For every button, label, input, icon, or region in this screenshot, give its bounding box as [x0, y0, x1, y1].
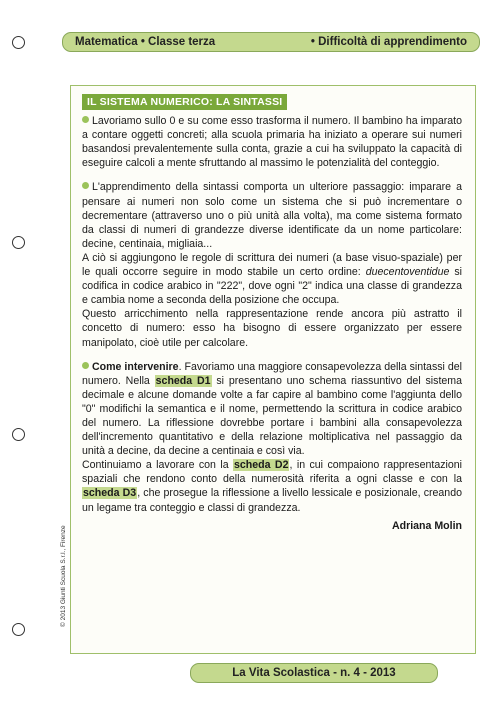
- paragraph-1: [82, 114, 462, 170]
- scheda-d2-highlight: scheda D2: [234, 459, 289, 472]
- paragraph-5: Come intervenire. Favoriamo una maggiore consapevolezza della sintassi del numero. Nella scheda D1 si presentano uno schema riassuntivo del sistema decimale e alcune domande volte a far capire al bambino come l'aggiunta dello "0" modifichi la semantica e il nome, permettendo la scrittura in codice arabico del numero. La riflessione dovrebbe portare i bambini alla consapevolezza dell'incremento quantitativo e della relazione moltiplicativa nel passaggio da unità a decine, da decine a centinaia e così via.: [82, 360, 462, 458]
- header-subject: Matematica • Classe terza: [75, 36, 216, 48]
- article-title: IL SISTEMA NUMERICO: LA SINTASSI: [82, 94, 287, 110]
- paragraph-3: A ciò si aggiungono le regole di scrittura dei numeri (a base visuo-spaziale) per le quali occorre seguire in modo stabile un certo ordine: duecentoventidue si codifica in codice arabico in "222", dove ogni "2" indica una classe di grandezza e cambia nome a seconda della posizione che occupa.: [82, 251, 462, 307]
- bullet-icon: [82, 182, 89, 189]
- page-footer: La Vita Scolastica - n. 4 - 2013: [190, 663, 438, 683]
- scheda-d1-highlight: scheda D1: [155, 374, 211, 387]
- paragraph-4: Questo arricchimento nella rappresentazione rende ancora più astratto il concetto di numero: esso ha bisogno di essere organizzato per essere manipolato, cioè utile per calcolare.: [82, 308, 462, 349]
- italic-word: duecentoventidue: [365, 266, 450, 279]
- paragraph-1-text: Lavoriamo sullo 0 e su come esso trasforma il numero. Il bambino ha imparato a contare oggetti concreti; alla scuola primaria ha iniziato a operare sui numeri basandosi prevalentemente sulla conta, grazie a cui ha sviluppato la capacità di eseguire calcoli a mente sfruttando al massimo le potenzialità del conteggio.: [82, 115, 462, 170]
- copyright-note: © 2013 Giunti Scuola S.r.l., Firenze: [60, 525, 67, 627]
- header-topic: • Difficoltà di apprendimento: [310, 36, 467, 48]
- binder-hole-2: [12, 236, 25, 249]
- section-lead: Come intervenire: [92, 360, 179, 373]
- page-header: [62, 32, 480, 52]
- bullet-icon: [82, 362, 89, 369]
- bullet-icon: [82, 116, 89, 123]
- author-signature: Adriana Molin: [391, 519, 462, 532]
- paragraph-6: Continuiamo a lavorare con la scheda D2, in cui compaiono rappresentazioni spaziali che rendono conto della numerosità riferita a ogni classe e con la scheda D3, che prosegue la riflessione a livello lessicale e posizionale, creando un legame tra conteggio e classi di grandezza.: [82, 459, 463, 514]
- binder-hole-3: [12, 428, 25, 441]
- paragraph-2: [82, 180, 462, 250]
- paragraph-2-text: L'apprendimento della sintassi comporta un ulteriore passaggio: imparare a pensare ai numeri non solo come un sistema che si può incrementare o decrementare (attraverso uno o più unità alla volta), ma come sistema formato da classi di numeri di grandezze diverse identificate da un nome particolare: decine, centinaia, migliaia...: [82, 181, 462, 250]
- article-content: [82, 94, 462, 533]
- scheda-d3-highlight: scheda D3: [83, 487, 137, 500]
- binder-hole-1: [12, 36, 25, 49]
- binder-hole-4: [12, 623, 25, 636]
